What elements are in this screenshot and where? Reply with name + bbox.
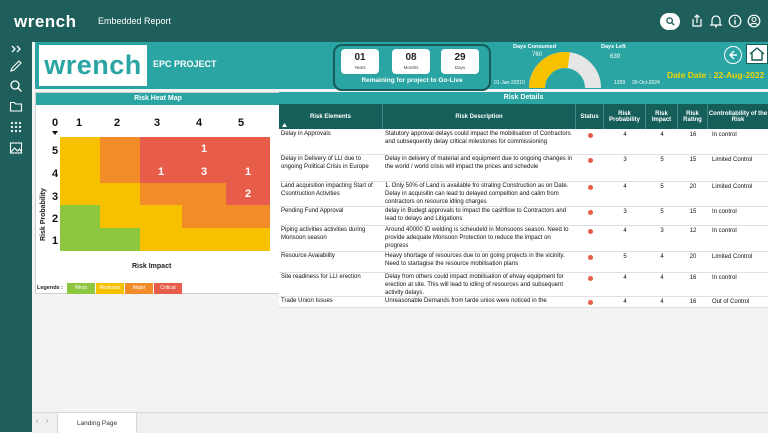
search-icon[interactable] — [9, 79, 23, 93]
table-row[interactable] — [279, 206, 768, 226]
risk-rating: 15 — [689, 157, 697, 163]
risk-rating: 16 — [689, 275, 697, 281]
gauge-max: 1399 — [614, 80, 626, 86]
heat-cell[interactable] — [140, 160, 182, 183]
risk-element: Piping activities activities during Monsoon season — [281, 227, 366, 241]
heat-cell[interactable] — [60, 205, 100, 228]
heat-cell[interactable] — [60, 183, 100, 205]
countdown-caption: Remaining for project to Go-Live — [361, 77, 463, 84]
col-risk-probability[interactable]: Risk Probability — [604, 104, 646, 129]
legend-minor[interactable]: Minor — [67, 283, 95, 294]
y-tick: 3 — [52, 191, 59, 203]
x-tick: 1 — [76, 117, 83, 129]
heat-cell[interactable] — [226, 183, 270, 205]
risk-rating: 15 — [689, 209, 697, 215]
heat-map-title: Risk Heat Map — [36, 93, 280, 105]
heat-cell-count: 1 — [157, 165, 165, 178]
risk-element: Pending Fund Approval — [281, 208, 344, 214]
heat-cell[interactable] — [140, 183, 182, 205]
risk-description: 1. Only 50% of Land is available fro strating Construction as on Date. Delay in acquisitin can lead to delayed compeltion and calim from contractors on resource idling charges — [385, 183, 569, 205]
countdown-panel — [333, 44, 491, 91]
risk-probability: 4 — [623, 228, 627, 234]
search-icon — [666, 17, 675, 26]
risk-description: Statutory approval delays could impact the mobilisation of Contractors and subsequently delay critical milestones for commissioning — [385, 131, 571, 145]
risk-controllability: Limited Control — [712, 254, 753, 260]
risk-controllability: In control — [712, 275, 737, 281]
days-consumed-label: Days Consumed — [513, 44, 557, 50]
table-row[interactable] — [279, 296, 768, 308]
risk-rating: 12 — [689, 228, 697, 234]
page-tabs-bar — [32, 412, 768, 433]
heat-cell[interactable] — [100, 160, 140, 183]
share-icon[interactable] — [690, 14, 704, 28]
top-bar — [0, 0, 768, 42]
info-icon[interactable] — [728, 14, 742, 28]
status-dot-icon — [588, 210, 593, 215]
table-header — [279, 104, 768, 129]
legend-moderate[interactable]: Moderate — [96, 283, 124, 294]
risk-probability: 4 — [623, 132, 627, 138]
risk-description: Delay in delivery of material and equipment due to ongoing changes in the world / world crisis will impact the prices and schedule — [385, 156, 573, 170]
gauge-fill — [537, 60, 569, 88]
col-controllability[interactable]: Controllability of the Risk — [708, 110, 768, 123]
risk-probability: 3 — [623, 209, 627, 215]
heat-cell[interactable] — [226, 228, 270, 251]
risk-details — [279, 92, 768, 307]
risk-impact: 5 — [660, 157, 664, 163]
heat-cell[interactable] — [140, 137, 182, 160]
col-risk-impact[interactable]: Risk Impact — [646, 104, 678, 129]
legend-label: Legends : — [37, 285, 63, 291]
legend-critical[interactable]: Critical — [154, 283, 182, 294]
risk-element: Delay in Approvals — [281, 131, 331, 137]
bell-icon[interactable] — [709, 14, 723, 28]
start-date: 01-Jan-2021 — [494, 80, 523, 86]
heat-cell[interactable] — [182, 137, 226, 160]
x-tick: 2 — [114, 117, 121, 129]
risk-controllability: Limited Control — [712, 184, 753, 190]
x-axis-label: Risk Impact — [132, 263, 172, 270]
status-dot-icon — [588, 133, 593, 138]
days-box: 29 Days — [441, 49, 479, 74]
legend-major[interactable]: Major — [125, 283, 153, 294]
risk-controllability: Limited Control — [712, 157, 753, 163]
risk-impact: 4 — [660, 254, 664, 260]
heat-cell[interactable] — [60, 137, 100, 160]
risk-description: Around 40000 ID welding is scheudeld in Monsoons season. Need to provide adequate Monsoon Protection to reduce the impact on progress — [385, 227, 569, 249]
expand-icon[interactable] — [9, 42, 23, 56]
risk-impact: 5 — [660, 184, 664, 190]
end-date: 30-Oct-2024 — [632, 80, 660, 86]
risk-description: Delay from others could impact mobilisation of ehvay equipment for erection at site. This will lead to idling of resources and subsequent activity delays. — [385, 274, 564, 296]
gauge-min: 0 — [522, 80, 525, 86]
app-title: Embedded Report — [98, 16, 172, 26]
risk-description: delay in Budegt approvals to impact the cashflow to Contractors and lead to delays and Litigations — [385, 208, 567, 222]
col-status[interactable]: Status — [576, 104, 604, 129]
tab-landing-page[interactable]: Landing Page — [57, 413, 137, 433]
project-title: EPC PROJECT — [153, 59, 217, 69]
heat-cell-count: 3 — [200, 165, 208, 178]
risk-rating: 20 — [689, 184, 697, 190]
sort-up-icon — [282, 123, 287, 127]
heat-cell[interactable] — [182, 183, 226, 205]
days-consumed-value: 760 — [532, 52, 543, 58]
sidebar — [0, 42, 32, 432]
risk-probability: 4 — [623, 275, 627, 281]
months-box: 08 Months — [392, 49, 430, 74]
x-tick: 4 — [196, 117, 203, 129]
risk-probability: 3 — [623, 157, 627, 163]
status-dot-icon — [588, 255, 593, 260]
risk-rating: 16 — [689, 132, 697, 138]
heat-cell-count: 1 — [244, 165, 252, 178]
heat-cell[interactable] — [182, 228, 226, 251]
heat-cell[interactable] — [60, 160, 100, 183]
risk-probability: 5 — [623, 254, 627, 260]
edit-icon[interactable] — [9, 59, 23, 73]
table-row[interactable] — [279, 225, 768, 252]
risk-controllability: In control — [712, 209, 737, 215]
report-header — [35, 42, 768, 89]
prev-page-icon[interactable]: ‹ — [36, 418, 39, 425]
days-left-value: 639 — [610, 54, 621, 60]
table-row[interactable] — [279, 251, 768, 273]
x-tick: 5 — [238, 117, 245, 129]
risk-controllability: In control — [712, 132, 737, 138]
risk-element: Trade Union Issues — [281, 298, 333, 304]
y-tick: 4 — [52, 168, 59, 180]
heat-cell[interactable] — [60, 228, 100, 251]
heat-cell[interactable] — [100, 228, 140, 251]
status-dot-icon — [588, 229, 593, 234]
heat-cell[interactable] — [140, 228, 182, 251]
report-date: Date Date : 22-Aug-2022 — [667, 70, 765, 80]
risk-impact: 5 — [660, 209, 664, 215]
days-left-label: Days Left — [601, 44, 626, 50]
risk-impact: 3 — [660, 228, 664, 234]
table-row[interactable] — [279, 272, 768, 297]
status-dot-icon — [588, 185, 593, 190]
back-button[interactable] — [724, 46, 742, 64]
risk-element: Resource Avaiability — [281, 253, 335, 259]
table-row[interactable] — [279, 154, 768, 182]
next-page-icon[interactable]: › — [46, 418, 49, 425]
status-dot-icon — [588, 158, 593, 163]
risk-heat-map — [35, 92, 281, 294]
heat-cell-count: 1 — [200, 142, 208, 155]
heat-cell[interactable] — [182, 205, 226, 228]
y-tick: 1 — [52, 235, 59, 247]
heat-cell[interactable] — [226, 205, 270, 228]
image-icon[interactable] — [9, 141, 23, 155]
folder-icon[interactable] — [9, 99, 23, 113]
y-axis-label: Risk Probability — [40, 188, 47, 241]
col-risk-elements[interactable]: Risk Elements — [279, 104, 383, 129]
apps-icon[interactable] — [9, 120, 23, 134]
heat-cell[interactable] — [100, 183, 140, 205]
risk-probability: 4 — [623, 184, 627, 190]
table-row[interactable] — [279, 129, 768, 155]
risk-controllability: Out of Control — [712, 299, 750, 305]
years-box: 01 Years — [341, 49, 379, 74]
y-tick: 2 — [52, 213, 59, 225]
search-button[interactable] — [660, 13, 680, 30]
heat-cell[interactable] — [100, 137, 140, 160]
heat-map-grid — [60, 137, 270, 251]
arrow-left-icon — [725, 47, 741, 63]
heat-cell[interactable] — [226, 137, 270, 160]
heat-cell[interactable] — [100, 205, 140, 228]
risk-description: Heavy shortage of resources due to on going projects in the vicinity. Need to startagise the resource mobilisation plans — [385, 253, 565, 267]
heat-cell-count: 2 — [244, 188, 252, 200]
risk-impact: 4 — [660, 299, 664, 305]
risk-element: Site readiness for LLI erection — [281, 274, 361, 280]
col-risk-rating[interactable]: Risk Rating — [678, 104, 708, 129]
risk-description: Unreasonable Demands from tarde unios were noticed in the — [385, 298, 547, 304]
risk-element: Land acquisition impacting Start of Csontruction Activities — [281, 183, 373, 197]
sort-down-icon — [52, 131, 58, 136]
home-icon[interactable] — [746, 44, 768, 64]
col-risk-description[interactable]: Risk Description — [383, 104, 576, 129]
risk-probability: 4 — [623, 299, 627, 305]
heat-cell[interactable] — [140, 205, 182, 228]
risk-rating: 16 — [689, 299, 697, 305]
heat-cell[interactable] — [182, 160, 226, 183]
brand-logo[interactable]: wrench — [14, 12, 77, 31]
x-tick: 3 — [154, 117, 161, 129]
heat-cell[interactable] — [226, 160, 270, 183]
y-tick: 5 — [52, 145, 59, 157]
risk-controllability: In control — [712, 228, 737, 234]
risk-rating: 20 — [689, 254, 697, 260]
user-icon[interactable] — [747, 14, 761, 28]
risk-element: Delay in Delivery of LLI due to ongoing Political Crisis in Europe — [281, 156, 369, 170]
x-tick: 0 — [52, 117, 59, 129]
risk-impact: 4 — [660, 132, 664, 138]
header-logo: wrench — [39, 45, 147, 86]
status-dot-icon — [588, 276, 593, 281]
table-row[interactable] — [279, 181, 768, 207]
risk-details-title: Risk Details — [279, 92, 768, 104]
risk-impact: 4 — [660, 275, 664, 281]
status-dot-icon — [588, 300, 593, 305]
